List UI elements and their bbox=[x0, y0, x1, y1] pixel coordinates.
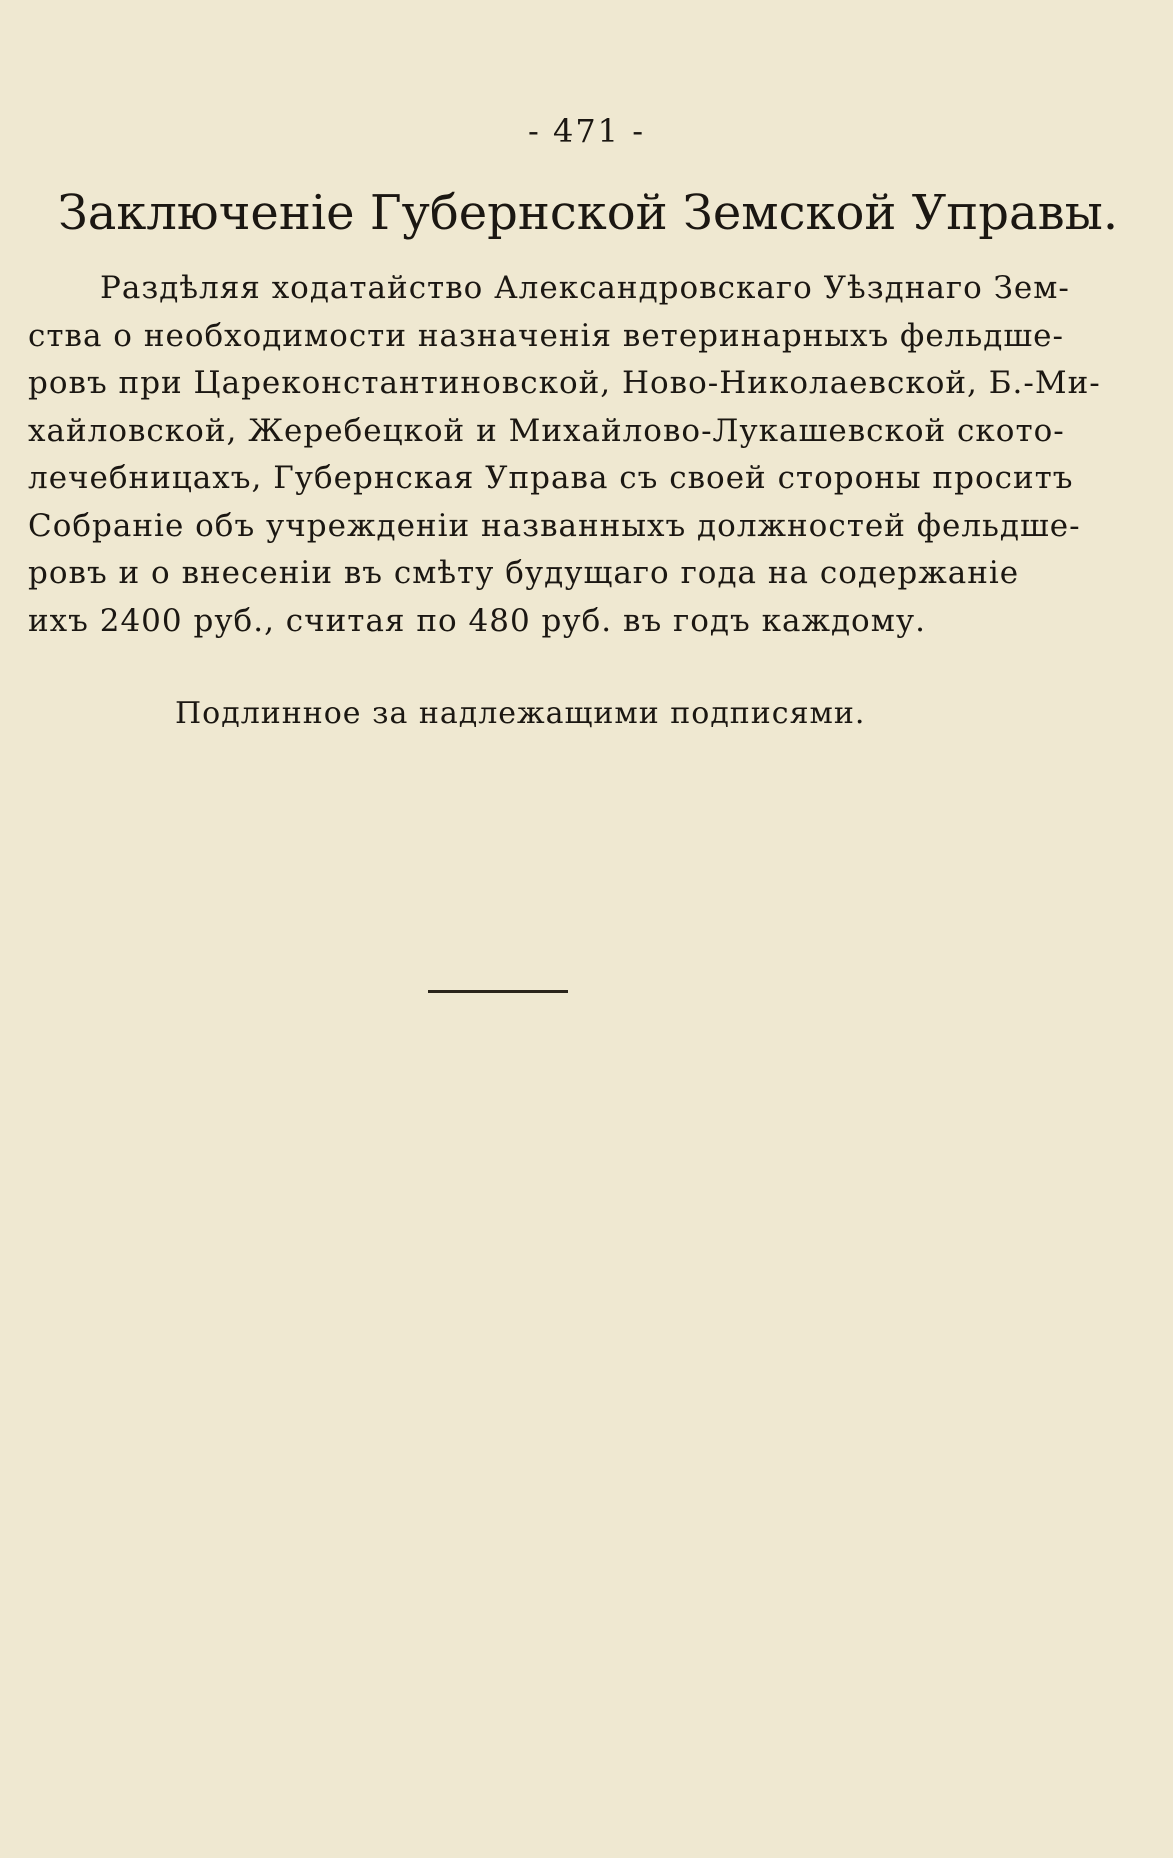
body-line: ровъ при Цареконстантиновской, Ново-Николаевской, Б.-Ми- bbox=[28, 365, 1101, 401]
body-line: ства о необходимости назначенія ветеринарныхъ фельдше- bbox=[28, 317, 1064, 354]
divider-rule bbox=[428, 990, 568, 993]
page-number: - 471 - bbox=[527, 112, 646, 150]
body-line: Собраніе объ учрежденіи названныхъ должностей фельдше- bbox=[28, 507, 1081, 544]
body-line: Раздѣляя ходатайство Александровскаго Уѣзднаго Зем- bbox=[100, 270, 1070, 306]
body-paragraph bbox=[28, 265, 1101, 645]
page-title: Заключенiе Губернской Земской Управы. bbox=[57, 185, 1119, 241]
signature-note: Подлинное за надлежащими подписями. bbox=[175, 696, 866, 731]
body-line: лечебницахъ, Губернская Управа съ своей стороны проситъ bbox=[28, 460, 1074, 496]
body-line: ихъ 2400 руб., считая по 480 руб. въ годъ каждому. bbox=[28, 602, 926, 639]
body-line: ровъ и о внесеніи въ смѣту будущаго года на содержаніе bbox=[28, 555, 1020, 591]
body-line: хайловской, Жеребецкой и Михайлово-Лукашевской ското- bbox=[28, 412, 1065, 449]
